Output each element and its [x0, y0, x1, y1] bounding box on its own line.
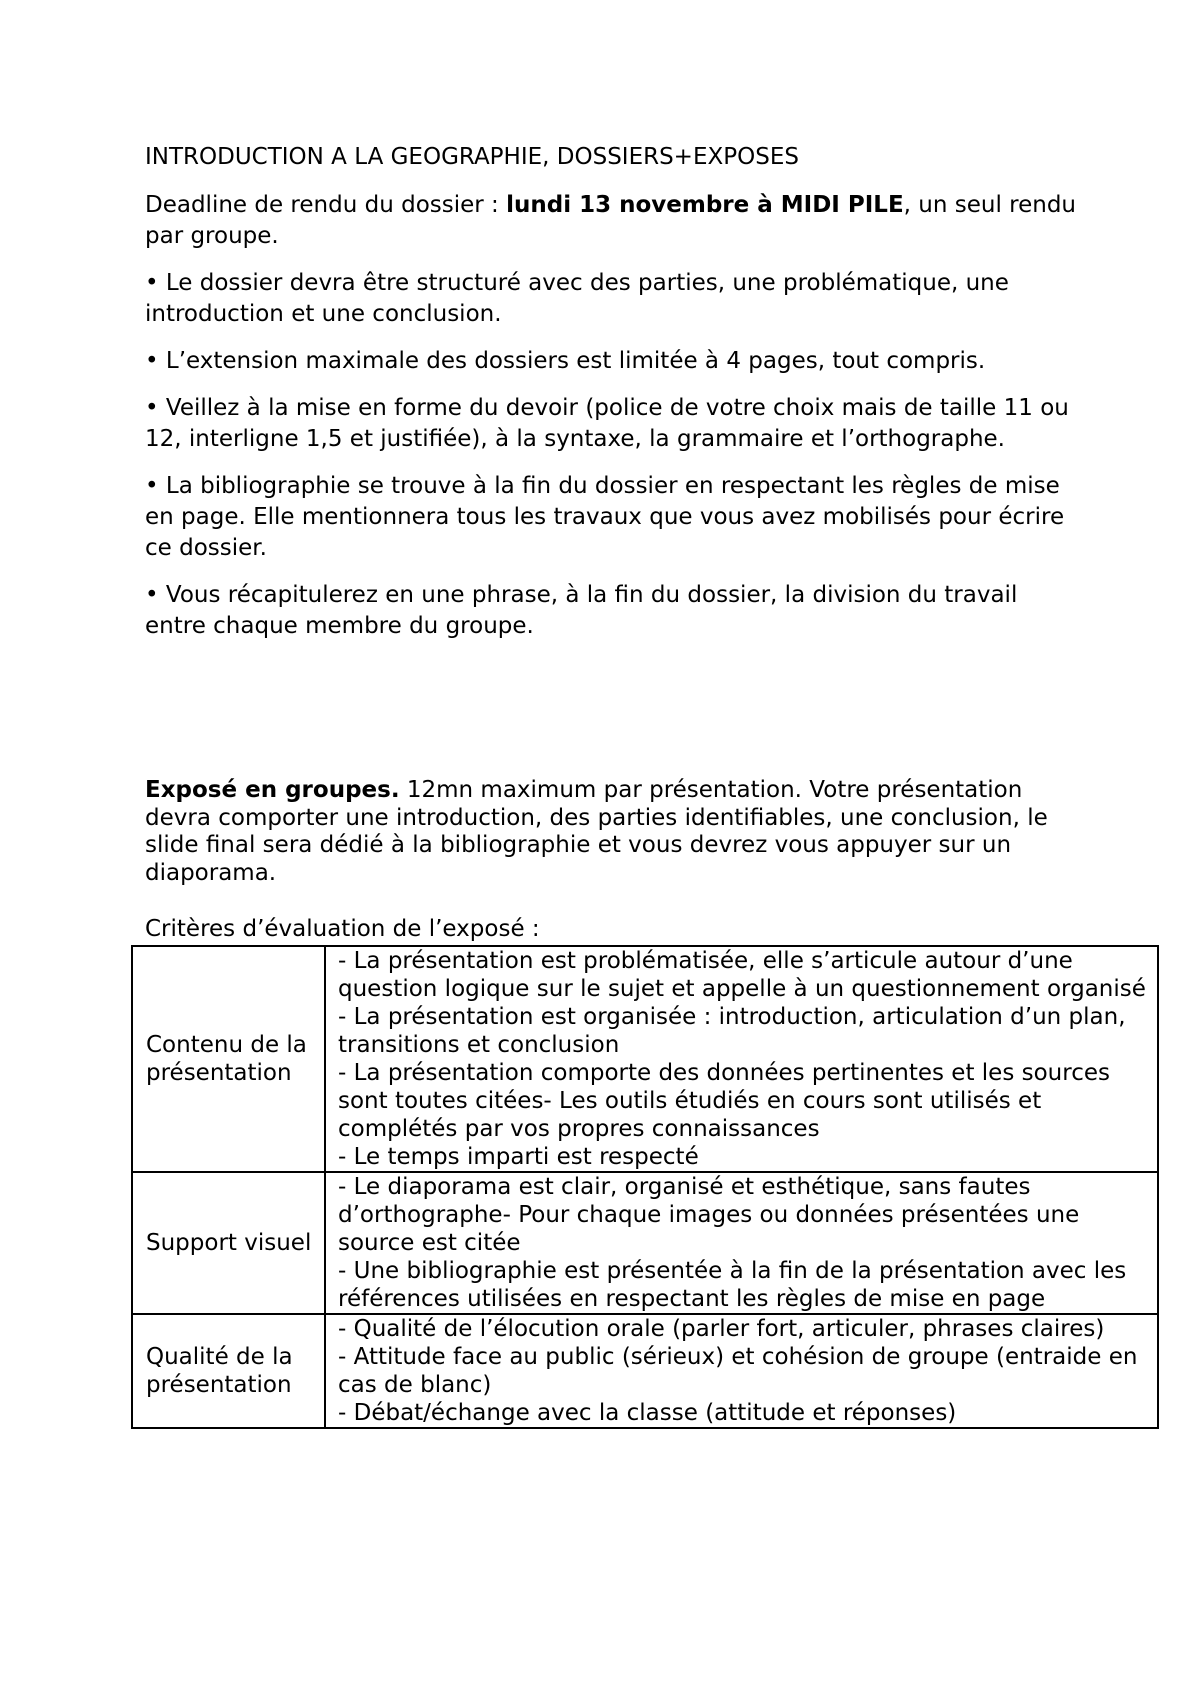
rule-formatting: • Veillez à la mise en forme du devoir (police de votre choix mais de taille 11 ou 12, interligne 1,5 et justifiée), à la syntaxe, la grammaire et l’orthographe.	[145, 395, 1069, 452]
criteria-item: - Une bibliographie est présentée à la fin de la présentation avec les références utilisées en respectant les règles de mise en page	[338, 1258, 1127, 1312]
deadline-date: lundi 13 novembre à MIDI PILE	[506, 192, 904, 218]
criteria-label: Support visuel	[132, 1172, 325, 1314]
criteria-description	[325, 946, 1158, 1172]
expose-text: 12mn maximum par présentation. Votre présentation devra comporter une introduction, des parties identifiables, une conclusion, le slide final sera dédié à la bibliographie et vous devrez vous appuyer sur un diaporama.	[145, 777, 1048, 886]
criteria-item: - Débat/échange avec la classe (attitude et réponses)	[338, 1400, 957, 1426]
criteria-label: Contenu de la présentation	[132, 946, 325, 1172]
document-title: INTRODUCTION A LA GEOGRAPHIE, DOSSIERS+EXPOSES	[145, 144, 799, 170]
rule-bibliography: • La bibliographie se trouve à la fin du dossier en respectant les règles de mise en page. Elle mentionnera tous les travaux que vous avez mobilisés pour écrire ce dossier.	[145, 473, 1065, 561]
table-row	[132, 1314, 1158, 1428]
dossier-section	[145, 142, 1080, 658]
table-row	[132, 946, 1158, 1172]
criteria-item: - Qualité de l’élocution orale (parler fort, articuler, phrases claires)	[338, 1316, 1105, 1342]
deadline-prefix: Deadline de rendu du dossier :	[145, 192, 507, 218]
criteria-item: - Attitude face au public (sérieux) et cohésion de groupe (entraide en cas de blanc)	[338, 1344, 1138, 1398]
deadline-suffix: , un seul rendu par groupe.	[145, 192, 1077, 249]
criteria-description	[325, 1314, 1158, 1428]
expose-paragraph	[145, 777, 1080, 887]
criteria-item: - La présentation comporte des données pertinentes et les sources sont toutes citées- Les outils étudiés en cours sont utilisés et complétés par vos propres connaissances	[338, 1060, 1110, 1142]
expose-heading: Exposé en groupes.	[145, 777, 400, 803]
criteria-description	[325, 1172, 1158, 1314]
table-row	[132, 1172, 1158, 1314]
criteria-item: - La présentation est organisée : introduction, articulation d’un plan, transitions et conclusion	[338, 1004, 1126, 1058]
rule-work-division: • Vous récapitulerez en une phrase, à la fin du dossier, la division du travail entre chaque membre du groupe.	[145, 582, 1018, 639]
criteria-item: - Le temps imparti est respecté	[338, 1144, 699, 1170]
deadline-paragraph	[145, 190, 1080, 252]
criteria-caption: Critères d’évaluation de l’exposé :	[145, 916, 540, 942]
criteria-label: Qualité de la présentation	[132, 1314, 325, 1428]
criteria-item: - La présentation est problématisée, elle s’articule autour d’une question logique sur le sujet et appelle à un questionnement organisé	[338, 948, 1146, 1002]
criteria-item: - Le diaporama est clair, organisé et esthétique, sans fautes d’orthographe- Pour chaque images ou données présentées une source est citée	[338, 1174, 1080, 1256]
criteria-table	[131, 945, 1159, 1429]
rule-structure: • Le dossier devra être structuré avec des parties, une problématique, une introduction et une conclusion.	[145, 270, 1009, 327]
rule-length: • L’extension maximale des dossiers est limitée à 4 pages, tout compris.	[145, 348, 986, 374]
